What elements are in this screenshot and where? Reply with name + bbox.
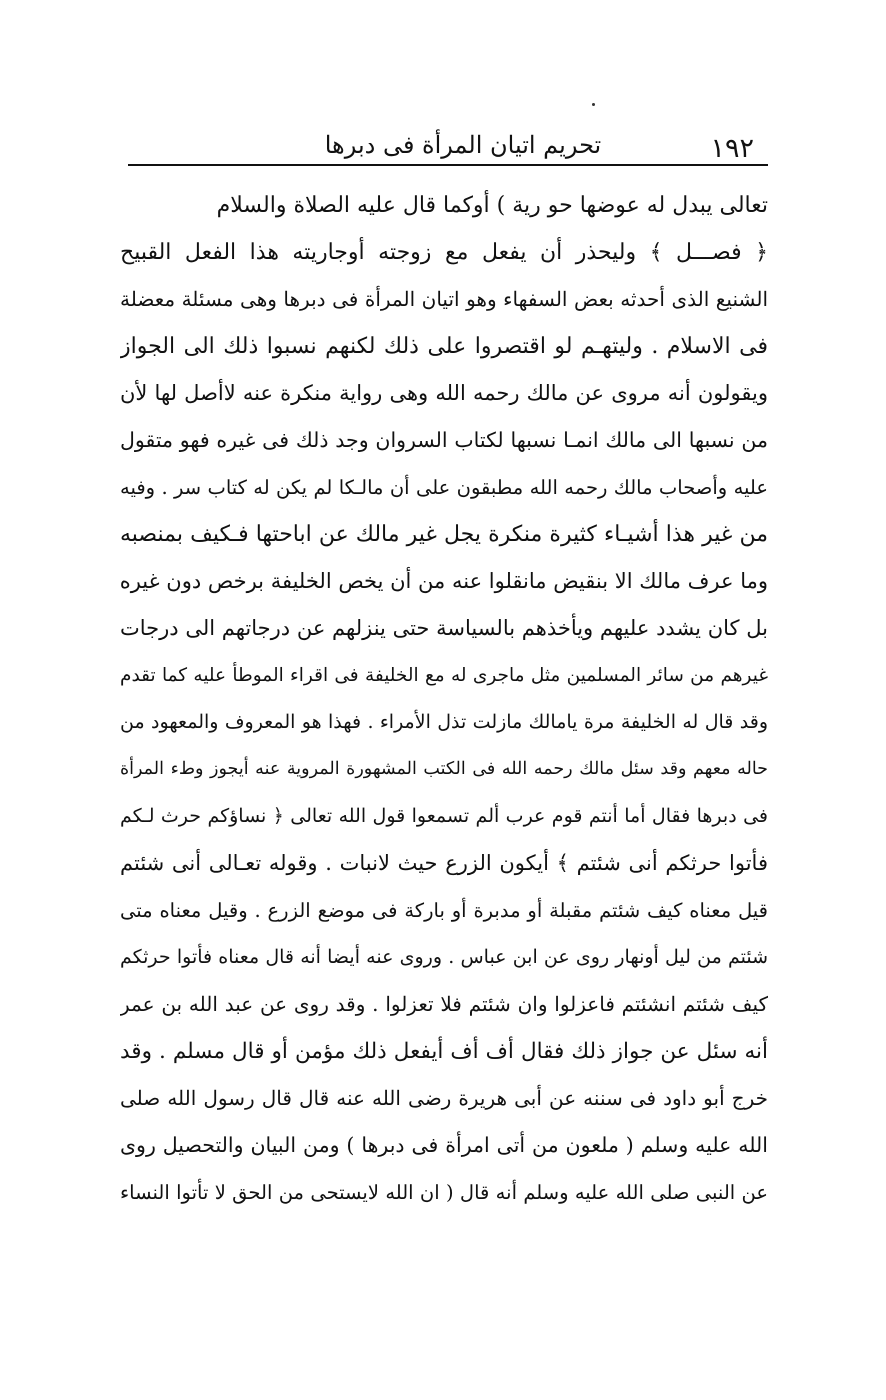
text-line: أنه سئل عن جواز ذلك فقال أف أف أيفعل ذلك مؤمن أو قال مسلم . وقد: [120, 1039, 768, 1064]
text-line: حاله معهم وقد سئل مالك رحمه الله فى الكتب المشهورة المروية عنه أيجوز وطء المرأة: [120, 759, 768, 779]
text-line: فى الاسلام . وليتهـم لو اقتصروا على ذلك لكنهم نسبوا ذلك الى الجواز: [120, 334, 768, 359]
text-line: عن النبى صلى الله عليه وسلم أنه قال ( ان الله لايستحى من الحق لا تأتوا النساء: [120, 1181, 768, 1204]
running-title: تحريم اتيان المرأة فى دبرها: [324, 131, 602, 159]
text-line: وما عرف مالك الا بنقيض مانقلوا عنه من أن يخص الخليفة برخص دون غيره: [120, 569, 768, 593]
text-line: الله عليه وسلم ( ملعون من أتى امرأة فى دبرها ) ومن البيان والتحصيل روى: [120, 1133, 768, 1157]
text-line: قيل معناه كيف شئتم مقبلة أو مدبرة أو باركة فى موضع الزرع . وقيل معناه متى: [120, 899, 768, 922]
text-line: ويقولون أنه مروى عن مالك رحمه الله وهى رواية منكرة عنه لاأصل لها لأن: [120, 381, 768, 405]
text-line: تعالى يبدل له عوضها حو رية ) أوكما قال عليه الصلاة والسلام: [216, 193, 768, 218]
text-line: عليه وأصحاب مالك رحمه الله مطبقون على أن مالـكا لم يكن له كتاب سر . وفيه: [120, 476, 768, 499]
header-rule: [128, 164, 768, 166]
text-line: من نسبها الى مالك انمـا نسبها لكتاب السروان وجد ذلك فى غيره فهو متقول: [120, 428, 768, 452]
text-line: غيرهم من سائر المسلمين مثل ماجرى له مع الخليفة فى اقراء الموطأ عليه كما تقدم: [120, 665, 768, 686]
text-line: بل كان يشدد عليهم ويأخذهم بالسياسة حتى ينزلهم عن درجاتهم الى درجات: [120, 616, 768, 640]
text-line: من غير هذا أشيـاء كثيرة منكرة يجل غير مالك عن اباحتها فـكيف بمنصبه: [120, 522, 768, 547]
page-number: ١٩٢: [710, 133, 754, 164]
text-line: فى دبرها فقال أما أنتم قوم عرب ألم تسمعوا قول الله تعالى ﴿ نساؤكم حرث لـكم: [120, 805, 768, 827]
text-line: شئتم من ليل أونهار روى عن ابن عباس . وروى عنه أيضا أنه قال معناه فأتوا حرثكم: [120, 946, 768, 968]
text-line: الشنيع الذى أحدثه بعض السفهاء وهو اتيان المرأة فى دبرها وهى مسئلة معضلة: [120, 287, 768, 311]
page-header: [128, 118, 768, 166]
text-line: خرج أبو داود فى سننه عن أبى هريرة رضى الله عنه قال قال رسول الله صلى: [120, 1086, 768, 1110]
text-line: كيف شئتم انشئتم فاعزلوا وان شئتم فلا تعزلوا . وقد روى عن عبد الله بن عمر: [120, 992, 768, 1016]
ink-speck: [592, 103, 595, 106]
text-line: ﴿ فصـــل ﴾ وليحذر أن يفعل مع زوجته أوجاريته هذا الفعل القبيح: [120, 240, 768, 265]
body-text: [120, 182, 768, 1216]
text-line: وقد قال له الخليفة مرة يامالك مازلت تذل الأمراء . فهذا هو المعروف والمعهود من: [120, 711, 768, 733]
text-line: فأتوا حرثكم أنى شئتم ﴾ أيكون الزرع حيث لانبات . وقوله تعـالى أنى شئتم: [120, 851, 768, 875]
